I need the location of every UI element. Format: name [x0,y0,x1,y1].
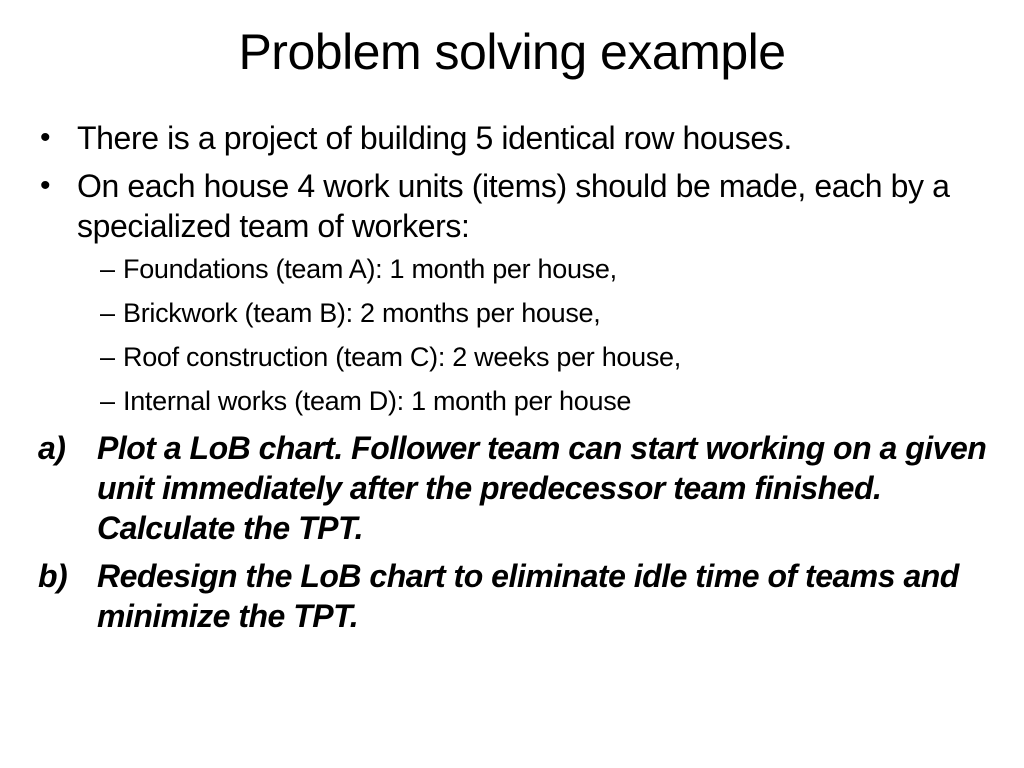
bullet-item [40,166,990,246]
bullet-text: There is a project of building 5 identical row houses. [77,120,792,156]
slide-content [40,118,990,636]
dash-marker: – [100,298,115,328]
dash-marker: – [100,254,115,284]
dash-marker: – [100,386,115,416]
sub-item-text: Foundations (team A): 1 month per house, [123,254,617,284]
sub-item [100,296,990,330]
sub-item [100,340,990,374]
bullet-marker: • [40,169,51,202]
slide-title: Problem solving example [238,24,786,80]
bullet-marker: • [40,121,51,154]
task-item-a [38,428,990,548]
sub-item-text: Brickwork (team B): 2 months per house, [123,298,601,328]
dash-marker: – [100,342,115,372]
sub-item [100,384,990,418]
sub-item-text: Roof construction (team C): 2 weeks per house, [123,342,681,372]
task-marker: a) [38,430,66,466]
sub-item-list [100,252,990,418]
bullet-text: On each house 4 work units (items) should be made, each by a specialized team of workers: [77,168,950,244]
task-text: Plot a LoB chart. Follower team can start working on a given unit immediately after the predecessor team finished. Calculate the TPT. [97,430,987,546]
task-marker: b) [38,558,68,594]
bullet-item [40,118,990,158]
sub-item [100,252,990,286]
task-item-b [38,556,990,636]
sub-item-text: Internal works (team D): 1 month per house [123,386,632,416]
task-text: Redesign the LoB chart to eliminate idle time of teams and minimize the TPT. [97,558,959,634]
